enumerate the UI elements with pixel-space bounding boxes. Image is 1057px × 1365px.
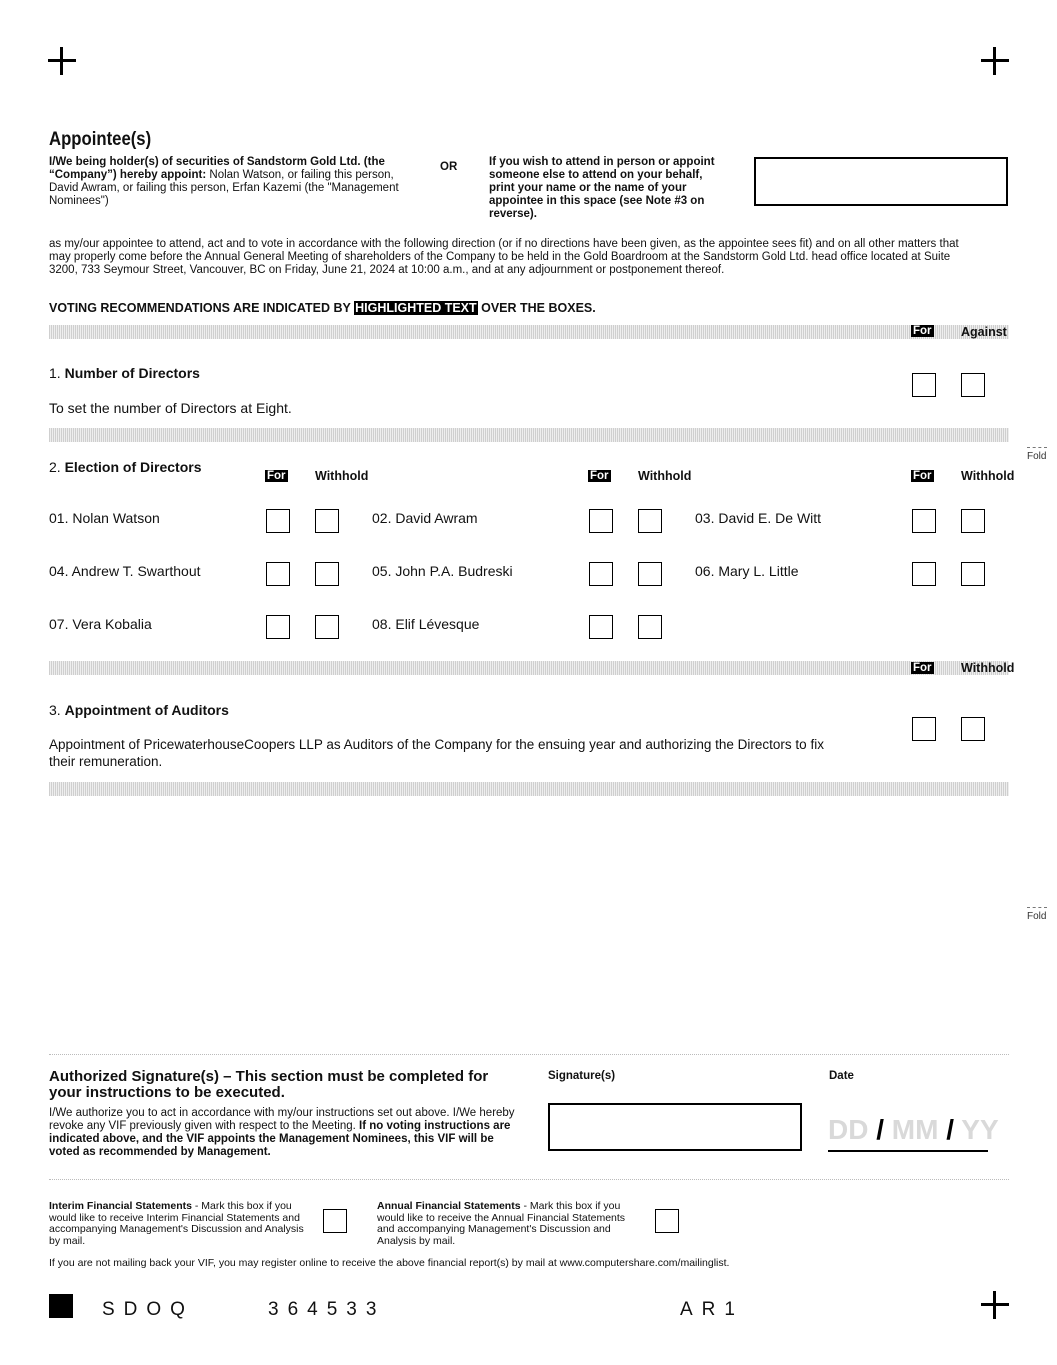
withhold-header-col2: Withhold xyxy=(638,469,692,483)
signature-top-rule xyxy=(49,1054,1009,1055)
nominee-3-for-checkbox[interactable] xyxy=(912,509,936,533)
for-header-col3: For xyxy=(913,470,932,482)
date-field[interactable] xyxy=(828,1114,999,1152)
alternate-appointee-text: If you wish to attend in person or appoint someone else to attend on your behalf, print your name or the name of your appointee in this space (see Note #3 on reverse). xyxy=(489,156,715,220)
resolution-3-text: Appointment of PricewaterhouseCoopers LLP as Auditors of the Company for the ensuing year and authorizing the Directors to fix their remuneration. xyxy=(49,737,824,769)
nominee-2: 02. David Awram xyxy=(372,510,478,526)
nominee-8-withhold-checkbox[interactable] xyxy=(638,615,662,639)
signature-text-normal: I/We authorize you to act in accordance with my/our instructions set out above. I/We hereby revoke any VIF previously given with respect to the Meeting. xyxy=(49,1107,515,1132)
for-header-col1: For xyxy=(267,470,286,482)
date-dd: DD xyxy=(828,1114,869,1145)
signature-bottom-rule xyxy=(49,1179,1009,1180)
nominee-7: 07. Vera Kobalia xyxy=(49,616,152,632)
voting-rec-prefix: VOTING RECOMMENDATIONS ARE INDICATED BY xyxy=(49,301,355,315)
annual-statements-checkbox[interactable] xyxy=(655,1209,679,1233)
annual-normal: - Mark this box if you would like to receive the Annual Financial Statements and accompanying Management's Discussion and Analysis by mail. xyxy=(377,1200,626,1247)
footer-code-2: 364533 xyxy=(268,1299,386,1320)
interim-bold: Interim Financial Statements xyxy=(49,1200,192,1212)
nominee-4-for-checkbox[interactable] xyxy=(266,562,290,586)
voting-rec-highlight: HIGHLIGHTED TEXT xyxy=(355,301,477,315)
nominee-3: 03. David E. De Witt xyxy=(695,510,822,526)
for-header-3: For xyxy=(913,662,932,674)
footer-code-1: SDOQ xyxy=(102,1299,194,1320)
nominee-2-for-checkbox[interactable] xyxy=(589,509,613,533)
interim-statements-checkbox[interactable] xyxy=(323,1209,347,1233)
nominee-7-for-checkbox[interactable] xyxy=(266,615,290,639)
withhold-header-col1: Withhold xyxy=(315,469,369,483)
resolution-1-text: To set the number of Directors at Eight. xyxy=(49,400,292,416)
nominee-6-withhold-checkbox[interactable] xyxy=(961,562,985,586)
date-yy: YY xyxy=(961,1114,999,1145)
voting-rec-suffix: OVER THE BOXES. xyxy=(477,301,596,315)
resolution-2-name: Election of Directors xyxy=(64,459,202,475)
nominee-5-for-checkbox[interactable] xyxy=(589,562,613,586)
section-divider-3 xyxy=(49,661,1009,675)
registration-mark-top-left xyxy=(48,47,76,75)
signature-instructions xyxy=(49,1107,527,1159)
interim-normal: - Mark this box if you would like to receive Interim Financial Statements and accompanying Management's Discussion and Analysis by mail. xyxy=(49,1200,304,1247)
section-divider-4 xyxy=(49,782,1009,796)
date-mm: MM xyxy=(891,1114,939,1145)
nominee-8: 08. Elif Lévesque xyxy=(372,616,480,632)
registration-mark-bottom-right xyxy=(981,1291,1009,1319)
section-divider-2 xyxy=(49,428,1009,442)
withhold-header-col3: Withhold xyxy=(961,469,1015,483)
footer-black-square xyxy=(49,1294,73,1318)
nominee-1-withhold-checkbox[interactable] xyxy=(315,509,339,533)
resolution-1-number: 1. xyxy=(49,365,65,381)
resolution-1-name: Number of Directors xyxy=(64,365,200,381)
nominee-3-withhold-checkbox[interactable] xyxy=(961,509,985,533)
section-divider-1 xyxy=(49,325,1009,339)
footer-code-3: AR1 xyxy=(680,1299,744,1320)
nominee-4-withhold-checkbox[interactable] xyxy=(315,562,339,586)
fold-label-2: Fold xyxy=(1027,911,1047,922)
appointee-text-bold: I/We being holder(s) of securities of Sandstorm Gold Ltd. (the “Company”) hereby appoint: xyxy=(49,156,385,181)
annual-bold: Annual Financial Statements xyxy=(377,1200,521,1212)
nominee-5: 05. John P.A. Budreski xyxy=(372,563,513,579)
appointee-name-field[interactable] xyxy=(754,157,1008,206)
signature-text-bold: If no voting instructions are indicated above, and the VIF appoints the Management Nominees, this VIF will be voted as recommended by Management. xyxy=(49,1120,511,1158)
date-sep-2: / xyxy=(946,1114,955,1145)
nominee-6-for-checkbox[interactable] xyxy=(912,562,936,586)
nominee-6: 06. Mary L. Little xyxy=(695,563,799,579)
against-header-1: Against xyxy=(961,325,1007,339)
resolution-2-number: 2. xyxy=(49,459,65,475)
or-label: OR xyxy=(440,161,458,173)
resolution-3-name: Appointment of Auditors xyxy=(64,702,229,718)
resolution-1-title xyxy=(49,365,200,381)
date-label: Date xyxy=(829,1070,854,1082)
signature-title: Authorized Signature(s) – This section must be completed for your instructions to be executed. xyxy=(49,1068,489,1101)
nominee-5-withhold-checkbox[interactable] xyxy=(638,562,662,586)
resolution-1-against-checkbox[interactable] xyxy=(961,373,985,397)
nominee-8-for-checkbox[interactable] xyxy=(589,615,613,639)
nominee-2-withhold-checkbox[interactable] xyxy=(638,509,662,533)
resolution-2-title xyxy=(49,459,202,475)
nominee-1-for-checkbox[interactable] xyxy=(266,509,290,533)
nominee-1: 01. Nolan Watson xyxy=(49,510,160,526)
resolution-3-title xyxy=(49,702,229,718)
appointee-text-normal: Nolan Watson, or failing this person, David Awram, or failing this person, Erfan Kazemi (the "Management Nominees") xyxy=(49,169,399,207)
resolution-3-withhold-checkbox[interactable] xyxy=(961,717,985,741)
interim-statements-text xyxy=(49,1201,311,1247)
fold-label-1: Fold xyxy=(1027,451,1047,462)
voting-recommendation-note xyxy=(49,301,596,315)
nominee-7-withhold-checkbox[interactable] xyxy=(315,615,339,639)
resolution-3-for-checkbox[interactable] xyxy=(912,717,936,741)
date-sep-1: / xyxy=(876,1114,885,1145)
for-header-1: For xyxy=(913,325,932,337)
appointee-direction-text: as my/our appointee to attend, act and to vote in accordance with the following direction (or if no directions have been given, as the appointee sees fit) and on all other matters that may properly come before the Annual General Meeting of shareholders of the Company to be held in the Gold Boardroom at the Sandstorm Gold Ltd. head office located at Suite 3200, 733 Seymour Street, Vancouver, BC on Friday, June 21, 2024 at 10:00 a.m., and at any adjournment or postponement thereof. xyxy=(49,238,959,276)
appointee-text xyxy=(49,156,401,208)
registration-mark-top-right xyxy=(981,47,1009,75)
online-registration-note: If you are not mailing back your VIF, you may register online to receive the above financial report(s) by mail at www.computershare.com/mailinglist. xyxy=(49,1257,730,1269)
signature-field[interactable] xyxy=(548,1103,802,1151)
signature-label: Signature(s) xyxy=(548,1070,616,1082)
for-header-col2: For xyxy=(590,470,609,482)
nominee-4: 04. Andrew T. Swarthout xyxy=(49,563,201,579)
resolution-3-number: 3. xyxy=(49,702,65,718)
resolution-1-for-checkbox[interactable] xyxy=(912,373,936,397)
withhold-header-3: Withhold xyxy=(961,661,1015,675)
appointee-title: Appointee(s) xyxy=(49,129,152,150)
annual-statements-text xyxy=(377,1201,639,1247)
